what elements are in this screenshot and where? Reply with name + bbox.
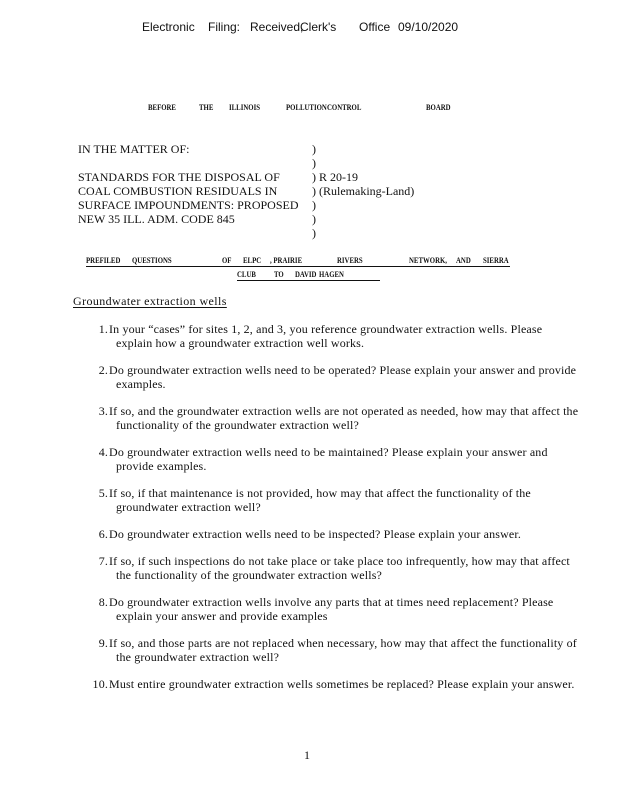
question-item	[88, 445, 580, 473]
prefiled-word-david: DAVID	[295, 270, 317, 279]
filing-status: Received,	[250, 20, 304, 34]
caption-line-matter: IN THE MATTER OF:	[78, 142, 190, 156]
prefiled-word-prairie: , PRAIRIE	[270, 256, 303, 265]
filing-clerk: Clerk's	[300, 20, 337, 34]
question-text: If so, if that maintenance is not provided, how may that affect the functionality of the groundwater extraction well?	[109, 486, 531, 514]
filing-office: Office	[359, 20, 391, 34]
question-text: If so, and those parts are not replaced when necessary, how may that affect the functionality of the groundwater extraction well?	[109, 636, 577, 664]
page-number: 1	[304, 748, 310, 762]
prefiled-word-rivers: RIVERS	[337, 256, 363, 265]
caption-paren-5: )	[312, 198, 316, 212]
question-text: Do groundwater extraction wells need to be inspected? Please explain your answer.	[109, 527, 522, 541]
question-number: 5.	[98, 486, 108, 500]
question-item	[88, 322, 580, 350]
caption-line-standards: STANDARDS FOR THE DISPOSAL OF	[78, 170, 280, 184]
question-item	[88, 404, 580, 432]
prefiled-word-of: OF	[222, 256, 232, 265]
question-number: 10.	[92, 677, 108, 691]
prefiled-word-questions: QUESTIONS	[132, 256, 172, 265]
caption-paren-6: )	[312, 212, 316, 226]
caption-line-impoundments: SURFACE IMPOUNDMENTS: PROPOSED	[78, 198, 299, 212]
caption-line-blank	[78, 156, 304, 170]
question-number: 8.	[98, 595, 108, 609]
prefiled-word-elpc: ELPC	[243, 256, 262, 265]
case-caption-docket	[312, 142, 414, 240]
filing-label-filing: Filing:	[208, 20, 241, 34]
question-number: 2.	[98, 363, 108, 377]
prefiled-word-club: CLUB	[237, 270, 256, 279]
question-number: 1.	[98, 322, 108, 336]
question-text: Do groundwater extraction wells involve any parts that at times need replacement? Please explain your answer and provide examples	[109, 595, 554, 623]
caption-line-code: NEW 35 ILL. ADM. CODE 845	[78, 212, 235, 226]
question-number: 9.	[98, 636, 108, 650]
question-number: 3.	[98, 404, 108, 418]
question-number: 7.	[98, 554, 108, 568]
prefiled-word-prefiled: PREFILED	[86, 256, 121, 265]
prefiled-word-sierra: SIERRA	[483, 256, 509, 265]
question-item	[88, 486, 580, 514]
caption-line-ccr: COAL COMBUSTION RESIDUALS IN	[78, 184, 278, 198]
board-title-illinois: ILLINOIS	[229, 103, 260, 112]
board-title-the: THE	[199, 103, 214, 112]
question-item	[88, 554, 580, 582]
caption-paren-1: )	[312, 142, 316, 156]
prefiled-word-to: TO	[274, 270, 284, 279]
prefiled-word-network: NETWORK,	[409, 256, 447, 265]
docket-number: ) R 20-19	[312, 170, 358, 184]
board-title-before: BEFORE	[148, 103, 176, 112]
question-text: Must entire groundwater extraction wells sometimes be replaced? Please explain your answer.	[109, 677, 575, 691]
question-number: 6.	[98, 527, 108, 541]
filing-date: 09/10/2020	[398, 20, 459, 34]
prefiled-word-hagen: HAGEN	[319, 270, 344, 279]
question-text: If so, if such inspections do not take place or take place too infrequently, how may that affect the functionality of the groundwater extraction wells?	[109, 554, 570, 582]
caption-paren-2: )	[312, 156, 316, 170]
question-text: Do groundwater extraction wells need to be maintained? Please explain your answer and provide examples.	[109, 445, 548, 473]
prefiled-underline-1	[86, 266, 510, 267]
question-number: 4.	[98, 445, 108, 459]
question-item	[88, 595, 580, 623]
section-heading: Groundwater extraction wells	[73, 294, 227, 308]
docket-type: ) (Rulemaking-Land)	[312, 184, 415, 198]
question-item	[88, 677, 580, 691]
question-item	[88, 363, 580, 391]
question-text: If so, and the groundwater extraction wells are not operated as needed, how may that affect the functionality of the groundwater extraction well?	[109, 404, 579, 432]
question-text: Do groundwater extraction wells need to be operated? Please explain your answer and provide examples.	[109, 363, 577, 391]
prefiled-word-and: AND	[456, 256, 471, 265]
board-title-pollution: POLLUTION	[286, 103, 327, 112]
question-text: In your “cases” for sites 1, 2, and 3, you reference groundwater extraction wells. Please explain how a groundwater extraction well works.	[109, 322, 543, 350]
filing-label-electronic: Electronic	[142, 20, 195, 34]
question-item	[88, 636, 580, 664]
caption-paren-7: )	[312, 226, 316, 240]
question-list	[88, 322, 580, 704]
case-caption-title	[78, 142, 304, 226]
board-title-control: CONTROL	[327, 103, 362, 112]
question-item	[88, 527, 580, 541]
prefiled-underline-2	[237, 280, 380, 281]
board-title-board: BOARD	[426, 103, 451, 112]
